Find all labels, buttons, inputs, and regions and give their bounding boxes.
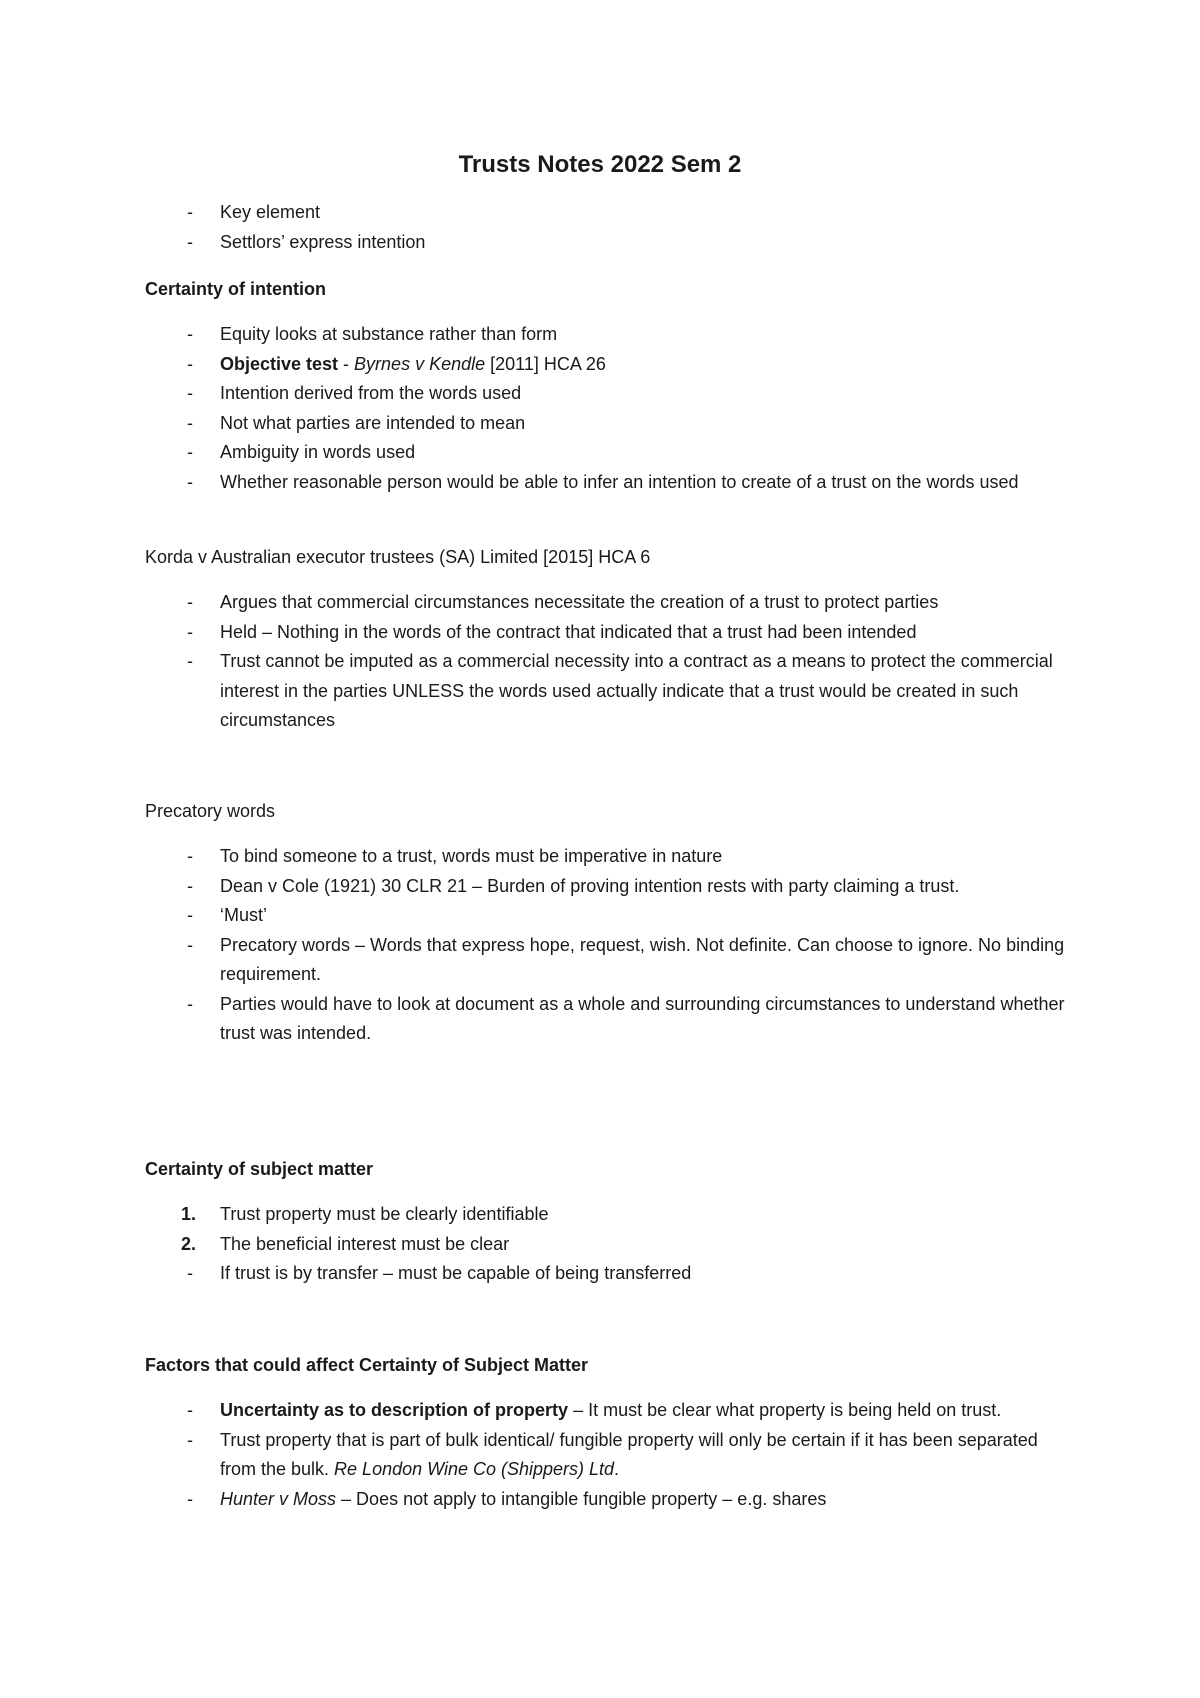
heading-certainty-of-subject-matter: Certainty of subject matter (145, 1159, 374, 1179)
heading-korda-case: Korda v Australian executor trustees (SA) Limited [2015] HCA 6 (145, 547, 651, 567)
certainty-intention-list (145, 320, 1065, 497)
bullet-dash: - (187, 324, 193, 344)
list-item-text: Held – Nothing in the words of the contract that indicated that a trust had been intended (220, 621, 917, 642)
korda-list (145, 588, 1065, 736)
bullet-dash: - (187, 442, 193, 462)
list-item-text: Trust property that is part of bulk identical/ fungible property will only be certain if it has been separated from the bulk. (220, 1429, 1038, 1479)
item-number: 1. (181, 1204, 197, 1224)
list-item (145, 198, 1065, 228)
list-item (145, 1396, 1065, 1426)
list-item-text: Whether reasonable person would be able to infer an intention to create of a trust on the words used (220, 471, 1019, 492)
list-item-text: Dean v Cole (1921) 30 CLR 21 – Burden of proving intention rests with party claiming a trust. (220, 875, 960, 896)
list-item-text: Equity looks at substance rather than form (220, 324, 558, 344)
list-item-text: Intention derived from the words used (220, 383, 522, 403)
bold-term: Uncertainty as to description of property (220, 1400, 569, 1420)
bullet-dash: - (187, 471, 193, 492)
case-citation: Re London Wine Co (Shippers) Ltd (334, 1459, 615, 1479)
list-item (145, 647, 1065, 736)
bullet-dash: - (187, 621, 193, 642)
list-item-text: Trust property must be clearly identifiable (220, 1204, 549, 1224)
list-item (145, 438, 1065, 468)
list-item (145, 1426, 1065, 1485)
bullet-dash: - (187, 1488, 193, 1509)
subject-matter-numbered-list (145, 1200, 1065, 1259)
precatory-list (145, 842, 1065, 1049)
intro-list (145, 198, 1065, 257)
bullet-dash: - (187, 383, 193, 403)
bullet-dash: - (187, 592, 193, 612)
bullet-dash: - (187, 1429, 193, 1450)
list-item-text: To bind someone to a trust, words must be imperative in nature (220, 846, 723, 866)
document-title: Trusts Notes 2022 Sem 2 (458, 151, 742, 178)
bullet-dash: - (187, 353, 193, 374)
bullet-dash: - (187, 846, 193, 866)
case-citation: Hunter v Moss (220, 1488, 337, 1509)
list-item-text: Parties would have to look at document as a whole and surrounding circumstances to understand whether trust was intended. (220, 993, 1065, 1043)
list-item-text: Trust cannot be imputed as a commercial necessity into a contract as a means to protect the commercial interest in the parties UNLESS the words used actually indicate that a trust would be created in such circumstances (220, 651, 1053, 730)
bullet-dash: - (187, 412, 193, 433)
bullet-dash: - (187, 905, 193, 925)
bullet-dash: - (187, 202, 193, 222)
bullet-dash: - (187, 875, 193, 896)
bullet-dash: - (187, 1400, 193, 1420)
list-item-text: – It must be clear what property is being held on trust. (568, 1400, 1002, 1420)
list-item-text: ‘Must’ (220, 905, 268, 925)
bullet-dash: - (187, 231, 193, 252)
separator-text: - (338, 353, 355, 374)
list-item (145, 1485, 1065, 1515)
list-item-text: [2011] HCA 26 (485, 353, 606, 374)
heading-certainty-of-intention: Certainty of intention (145, 279, 326, 299)
bullet-dash: - (187, 1263, 193, 1283)
list-item (145, 842, 1065, 872)
list-item-text: Ambiguity in words used (220, 442, 416, 462)
bullet-dash: - (187, 993, 193, 1014)
item-number: 2. (181, 1233, 197, 1254)
list-item (145, 409, 1065, 439)
list-item (145, 468, 1065, 498)
bold-term: Objective test (220, 353, 339, 374)
list-item (145, 228, 1065, 258)
list-item (145, 588, 1065, 618)
list-item-text: If trust is by transfer – must be capable of being transferred (220, 1263, 692, 1283)
heading-precatory-words: Precatory words (145, 801, 276, 821)
list-item (145, 618, 1065, 648)
list-item (145, 379, 1065, 409)
list-item-text: – Does not apply to intangible fungible property – e.g. shares (336, 1488, 827, 1509)
list-item-text: Settlors’ express intention (220, 231, 426, 252)
list-item-text: Precatory words – Words that express hope, request, wish. Not definite. Can choose to ignore. No binding requirement. (220, 934, 1065, 984)
bullet-dash: - (187, 651, 193, 671)
list-item (145, 1259, 1065, 1289)
numbered-item (145, 1200, 1065, 1230)
list-item (145, 320, 1065, 350)
list-item-text: The beneficial interest must be clear (220, 1233, 510, 1254)
subject-matter-bullet-list (145, 1259, 1065, 1289)
list-item (145, 350, 1065, 380)
list-item-text: Key element (220, 202, 321, 222)
list-item (145, 931, 1065, 990)
case-citation: Byrnes v Kendle (354, 353, 486, 374)
list-item-text: Argues that commercial circumstances necessitate the creation of a trust to protect parties (220, 592, 939, 612)
factors-list (145, 1396, 1065, 1514)
list-item (145, 901, 1065, 931)
list-item-text: . (614, 1459, 620, 1479)
numbered-item (145, 1230, 1065, 1260)
list-item (145, 990, 1065, 1049)
bullet-dash: - (187, 934, 193, 955)
list-item (145, 872, 1065, 902)
heading-factors-subject-matter: Factors that could affect Certainty of Subject Matter (145, 1355, 589, 1375)
list-item-text: Not what parties are intended to mean (220, 412, 526, 433)
